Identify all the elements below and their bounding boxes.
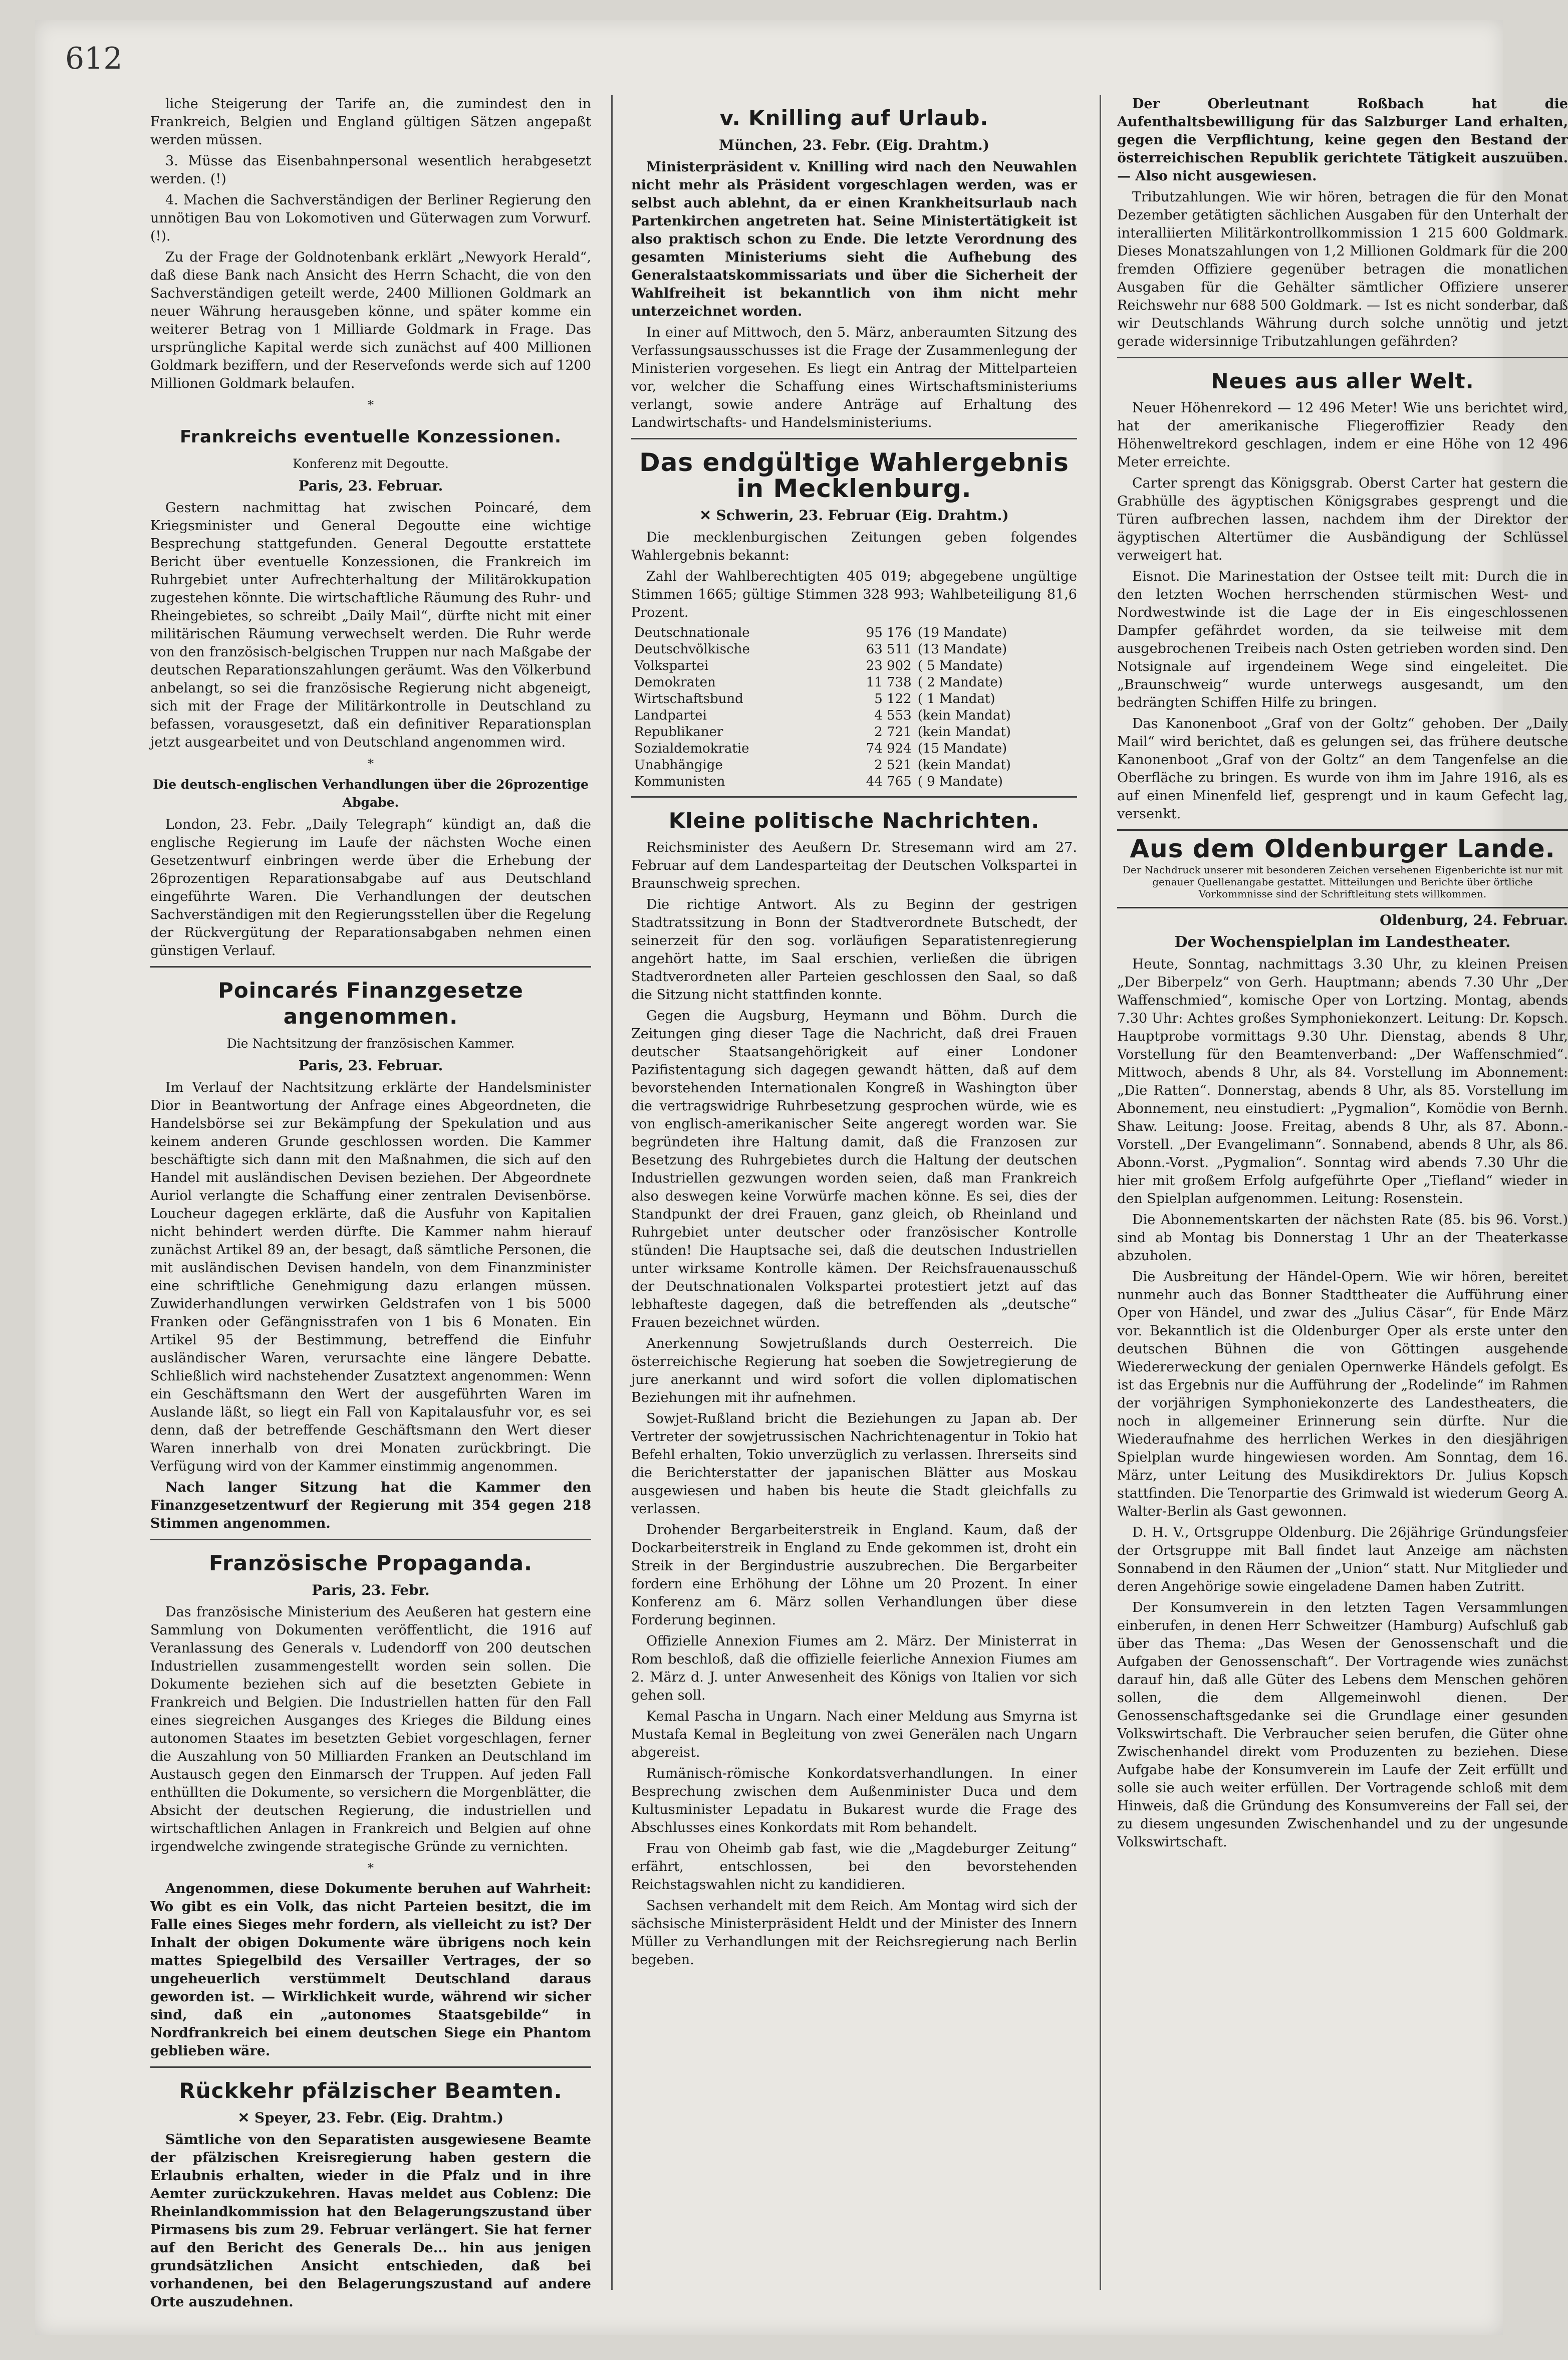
headline: Neues aus aller Welt. — [1211, 369, 1474, 393]
paragraph: Zu der Frage der Goldnotenbank erklärt „Newyork Herald“, daß diese Bank nach Ansicht des Herrn Schacht, die von den Sachverständigen geteilt werde, 2400 Millionen Goldmark an neuer Währung herausgeben könne, und später komme ein weiterer Betrag von 1 Milliarde Goldmark in Frage. Das ursprüngliche Kapital werde sich zunächst auf 400 Millionen Goldmark beziffern, und der Reservefonds werde sich auf 1200 Millionen Goldmark belaufen. — [150, 250, 591, 391]
paragraph: Der Konsumverein in den letzten Tagen Versammlungen einberufen, in denen Herr Schweitzer (Hamburg) Aufschluß gab über das Thema: „Das Wesen der Genossenschaft und die Aufgaben der Genossenschaft“. Der Vortragende wies zunächst darauf hin, daß alle Güter des Lebens dem Menschen gehören sollen, die dem Allgemeinwohl dienen. Der Genossenschaftsgedanke sei die Grundlage einer gesunden Volkswirtschaft. Die Verbraucher seien berufen, die Güter ohne Zwischenhandel direkt vom Produzenten zu beziehen. Diese Aufgabe habe der Konsumverein im Laufe der Zeit erfüllt und solle sie auch weiter erfüllen. Der Vortragende schloß mit dem Hinweis, daß die Gründung des Konsumvereins der Fall sei, der zu diesem ungesunden Zwischenhandel und zu der ungesunde Volkswirtschaft. — [1117, 1600, 1568, 1850]
news-item: Offizielle Annexion Fiumes am 2. März. Der Ministerrat in Rom beschloß, daß die offizielle feierliche Annexion Fiumes am 2. März d. J. unter Anwesenheit des Königs von Italien vor sich gehen soll. — [631, 1633, 1077, 1703]
results-row — [631, 707, 1077, 724]
dateline: Paris, 23. Februar. — [298, 478, 443, 494]
paragraph: Zahl der Wahlberechtigten 405 019; abgegebene ungültige Stimmen 1665; gültige Stimmen 328 993; Wahlbeteiligung 81,6 Prozent. — [631, 569, 1077, 620]
seat-count: (kein Mandat) — [917, 708, 1011, 723]
paragraph: Das französische Ministerium des Aeußeren hat gestern eine Sammlung von Dokumenten veröffentlicht, die 1916 auf Veranlassung des Generals v. Ludendorff von 200 deutschen Industriellen zusammengestellt worden sein sollen. Die Dokumente beziehen sich auf die besetzten Gebiete in Frankreich und Belgien. Die Industriellen hatten für den Fall eines siegreichen Ausganges des Krieges die Bildung eines autonomen Staates im besetzten Gebiet vorgeschlagen, ferner die Auszahlung von 50 Milliarden Franken an Deutschland im Austausch gegen den Einmarsch der Truppen. Auf jeden Fall enthüllten die Dokumente, so versichern die Morgenblätter, die Absicht der deutschen Regierung, die industriellen und wirtschaftlichen Anlagen in Frankreich und Belgien auf ohne irgendwelche zwingende strategische Gründe zu vernichten. — [150, 1604, 591, 1854]
divider — [1117, 357, 1568, 358]
vote-count: 4 553 — [874, 708, 912, 723]
party-name: Wirtschaftsbund — [634, 691, 743, 706]
paragraph: Der Oberleutnant Roßbach hat die Aufenthaltsbewilligung für das Salzburger Land erhalten, gegen die Verpflichtung, keine gegen den Bestand der österreichischen Republik gerichtete Tätigkeit auszuüben. — Also nicht ausgewiesen. — [1117, 96, 1568, 184]
party-name: Deutschvölkische — [634, 642, 750, 657]
column-rule — [1100, 95, 1101, 2290]
news-item: Neuer Höhenrekord — 12 496 Meter! Wie uns berichtet wird, hat der amerikanische Fliegeroffizier Ready den Höhenweltrekord geschlagen, indem er eine Höhe von 12 496 Meter erreichte. — [1117, 400, 1568, 470]
news-item: Kemal Pascha in Ungarn. Nach einer Meldung aus Smyrna ist Mustafa Kemal in Begleitung von zwei Generälen nach Ungarn abgereist. — [631, 1709, 1077, 1760]
paragraph: Tributzahlungen. Wie wir hören, betragen die für den Monat Dezember getätigten sächlichen Ausgaben für den Unterhalt der interalliierten Militärkontrollkommission 1 215 600 Goldmark. Dieses Monatszahlungen von 1,2 Millionen Goldmark für die 200 fremden Offiziere gegenüber betragen die monatlichen Ausgaben für die Gehälter sämtlicher Offiziere unserer Reichswehr nur 688 500 Goldmark. — Ist es nicht sonderbar, daß wir Deutschlands Währung durch solche unnötig und jetzt gerade widersinnige Tributzahlungen gefährden? — [1117, 189, 1568, 349]
dateline: Paris, 23. Febr. — [312, 1582, 430, 1598]
divider — [150, 2066, 591, 2068]
seat-count: ( 2 Mandate) — [917, 675, 1003, 690]
results-row — [631, 741, 1077, 757]
paragraph: liche Steigerung der Tarife an, die zumindest den in Frankreich, Belgien und England gültigen Sätzen angepaßt werden müssen. — [150, 96, 591, 148]
divider — [631, 438, 1077, 439]
results-row — [631, 691, 1077, 707]
page-number: 612 — [65, 41, 123, 76]
paragraph: 4. Machen die Sachverständigen der Berliner Regierung den unnötigen Bau von Lokomotiven und Güterwagen zum Vorwurf. (!). — [150, 192, 591, 244]
vote-count: 23 902 — [866, 658, 912, 673]
divider — [631, 796, 1077, 798]
divider — [150, 966, 591, 968]
column-2 — [631, 95, 1077, 1972]
column-1 — [150, 95, 591, 2314]
vote-count: 2 521 — [874, 758, 912, 773]
column-rule — [611, 95, 613, 2290]
separator: * — [368, 398, 374, 412]
paragraph: Im Verlauf der Nachtsitzung erklärte der Handelsminister Dior in Beantwortung der Anfrage eines Abgeordneten, die Handelsbörse sei zur Bekämpfung der Spekulation und aus keinem anderen Grunde geschlossen worden. Die Kammer beschäftigte sich dann mit den Maßnahmen, die sich auf den Handel mit ausländischen Devisen beziehen. Der Abgeordnete Auriol verlangte die Schaffung einer zentralen Devisenbörse. Loucheur dagegen erklärte, daß die Ausfuhr von Kapitalien nicht behindert werden dürfte. Die Kammer nahm hierauf zunächst Artikel 89 an, der besagt, daß sämtliche Personen, die mit ausländischen Devisen handeln, von dem Finanzminister eine schriftliche Genehmigung dazu erlangen müssen. Zuwiderhandlungen verwirken Geldstrafen von 1 bis 5000 Franken oder Gefängnisstrafen von 1 bis 6 Monaten. Ein Artikel 95 der Bestimmung, betreffend die Einfuhr ausländischer Waren, verursachte eine längere Debatte. Schließlich wird nachstehender Zusatztext angenommen: Wenn ein Geschäftsmann den Wert der ausgeführten Waren im Auslande läßt, so liegt ein Fall von Kapitalausfuhr vor, es sei denn, daß der betreffende Geschäftsmann den Wert dieser Waren innerhalb von drei Monaten zurückbringt. Die Verfügung wird von der Kammer einstimmig angenommen. — [150, 1080, 591, 1474]
paragraph: Die Ausbreitung der Händel-Opern. Wie wir hören, bereitet nunmehr auch das Bonner Stadttheater die Aufführung einer Oper von Händel, und zwar des „Julius Cäsar“, für Ende März vor. Bekanntlich ist die Oldenburger Oper als erste unter den deutschen Bühnen die von Göttingen ausgehende Wiedererweckung der genialen Opernwerke Händels gefolgt. Es ist das Ergebnis nur die Aufführung der „Rodelinde“ im Rahmen der vorjährigen Symphoniekonzerte des Landestheaters, die noch in allgemeiner Erinnerung sein dürfte. Nur die Wiederaufnahme des herrlichen Werkes in den diesjährigen Spielplan wurde hingewiesen worden. Am Sonntag, dem 16. März, unter Leitung des Musikdirektors Dr. Julius Kopsch stattfinden. Die Tenorpartie des Grimwald ist wiederum Georg A. Walter-Berlin als Gast gewonnen. — [1117, 1269, 1568, 1519]
subheadline: Der Wochenspielplan im Landestheater. — [1174, 933, 1511, 951]
paragraph: Angenommen, diese Dokumente beruhen auf Wahrheit: Wo gibt es ein Volk, das nicht Parteien besitzt, die im Falle eines Sieges mehr fordern, als vielleicht zu ist? Der Inhalt der obigen Dokumente wäre übrigens noch kein mattes Spiegelbild des Versailler Vertrages, der so ungeheuerlich verstümmelt Deutschland daraus geworden ist. — Wirklichkeit wurde, während wir sicher sind, daß ein „autonomes Staatsgebilde“ in Nordfrankreich bei einem deutschen Siege ein Phantom geblieben wäre. — [150, 1881, 591, 2059]
headline: Französische Propaganda. — [209, 1551, 533, 1575]
subheadline: Konferenz mit Degoutte. — [293, 456, 449, 471]
results-row — [631, 658, 1077, 674]
reprint-note: Der Nachdruck unserer mit besonderen Zeichen versehenen Eigenberichte ist nur mit genauer Quellenangabe gestattet. Mitteilungen und Berichte über örtliche Vorkommnisse sind der Schriftleitung stets willkommen. — [1122, 864, 1563, 900]
paragraph: Die Abonnementskarten der nächsten Rate (85. bis 96. Vorst.) sind ab Montag bis Donnerstag 1 Uhr an der Theaterkasse abzuholen. — [1117, 1212, 1568, 1264]
vote-count: 5 122 — [874, 691, 912, 706]
subheadline: Die deutsch-englischen Verhandlungen über die 26prozentige Abgabe. — [153, 777, 589, 810]
results-row — [631, 625, 1077, 641]
news-item: Carter sprengt das Königsgrab. Oberst Carter hat gestern die Grabhülle des ägyptischen Königsgrabes gesprengt und die Türen aufbrechen lassen, nachdem ihm der Direktor der ägyptischen Altertümer die Ausbändigung der Schlüssel verweigert hat. — [1117, 476, 1568, 563]
party-name: Landpartei — [634, 708, 707, 723]
vote-count: 74 924 — [866, 741, 912, 756]
dateline: München, 23. Febr. (Eig. Drahtm.) — [718, 137, 990, 153]
results-row — [631, 674, 1077, 691]
seat-count: (kein Mandat) — [917, 758, 1011, 773]
news-item: Anerkennung Sowjetrußlands durch Oesterreich. Die österreichische Regierung hat soeben die Sowjetregierung de jure anerkannt und wird sofort die vollen diplomatischen Beziehungen mit ihr aufnehmen. — [631, 1336, 1077, 1405]
party-name: Deutschnationale — [634, 625, 750, 640]
election-results-table — [631, 625, 1077, 790]
seat-count: ( 1 Mandat) — [917, 691, 995, 706]
dateline: ✕ Speyer, 23. Febr. (Eig. Drahtm.) — [237, 2109, 504, 2126]
seat-count: (kein Mandat) — [917, 725, 1011, 740]
separator: * — [368, 757, 374, 771]
party-name: Demokraten — [634, 675, 716, 690]
seat-count: ( 5 Mandate) — [917, 658, 1003, 673]
dateline: Oldenburg, 24. Februar. — [1380, 912, 1568, 928]
news-item: Das Kanonenboot „Graf von der Goltz“ gehoben. Der „Daily Mail“ wird berichtet, daß es gelungen sei, das frühere deutsche Kanonenboot „Graf von der Goltz“ an dem Tangenfelse an die Oberfläche zu bringen. Es wurde von ihm im Jahre 1916, als es auf einen Minenfeld lief, gesprengt und in kaum Gefecht lag, versenkt. — [1117, 716, 1568, 822]
headline: Rückkehr pfälzischer Beamten. — [179, 2078, 563, 2103]
subheadline: Die Nachtsitzung der französischen Kammer. — [226, 1036, 515, 1051]
vote-count: 95 176 — [866, 625, 912, 640]
results-row — [631, 774, 1077, 790]
headline: Poincarés Finanzgesetze angenommen. — [218, 978, 524, 1029]
dateline: Paris, 23. Februar. — [298, 1057, 443, 1074]
seat-count: (13 Mandate) — [917, 642, 1007, 657]
news-item: Gegen die Augsburg, Heymann und Böhm. Durch die Zeitungen ging dieser Tage die Nachricht, daß drei Frauen deutscher Staatsangehörigkeit auf einer Londoner Pazifistentagung sich dagegen gewandt hätten, daß auf dem bevorstehenden Internationalen Kongreß in Washington über die vertragswidrige Ruhrbesetzung gesprochen würde, wie es von englisch-amerikanischer Seite angeregt worden war. Sie begründeten ihre Haltung damit, daß die Franzosen zur Besetzung des Ruhrgebietes durch die Haltung der deutschen Industriellen gezwungen worden seien, daß man Frankreich also deswegen keine Vorwürfe machen könne. Es sei, dies der Standpunkt der drei Frauen, ganz gleich, ob Rheinland und Ruhrgebiet unter deutscher oder französischer Kontrolle stünden! Die Hauptsache sei, daß die deutschen Industriellen unter wirksame Kontrolle kämen. Der Reichsfrauenausschuß der Deutschnationalen Volkspartei protestiert jetzt auf das lebhafteste dagegen, daß die betreffenden als „deutsche“ Frauen bezeichnet würden. — [631, 1008, 1077, 1330]
news-item: Rumänisch-römische Konkordatsverhandlungen. In einer Besprechung zwischen dem Außenminister Duca und dem Kultusminister Lepadatu in Bukarest wurde die Frage des Abschlusses eines Konkordats mit Rom behandelt. — [631, 1766, 1077, 1835]
headline: Frankreichs eventuelle Konzessionen. — [180, 427, 562, 447]
news-item: Reichsminister des Aeußern Dr. Stresemann wird am 27. Februar auf dem Landesparteitag der Deutschen Volkspartei in Braunschweig sprechen. — [631, 840, 1077, 891]
dateline: ✕ Schwerin, 23. Februar (Eig. Drahtm.) — [699, 507, 1009, 524]
seat-count: (15 Mandate) — [917, 741, 1007, 756]
section-header-box — [1117, 829, 1568, 908]
news-item: Sowjet-Rußland bricht die Beziehungen zu Japan ab. Der Vertreter der sowjetrussischen Nachrichtenagentur in Tokio hat Befehl erhalten, Tokio unverzüglich zu verlassen. Ihrerseits sind die Berichterstatter der japanischen Blätter aus Moskau ausgewiesen und haben bis heute die Stadt gleichfalls zu verlassen. — [631, 1411, 1077, 1517]
party-name: Unabhängige — [634, 758, 723, 773]
news-item: Frau von Oheimb gab fast, wie die „Magdeburger Zeitung“ erfährt, entschlossen, bei den bevorstehenden Reichstagswahlen nicht zu kandidieren. — [631, 1841, 1077, 1893]
paragraph: Die mecklenburgischen Zeitungen geben folgendes Wahlergebnis bekannt: — [631, 530, 1077, 563]
vote-count: 63 511 — [866, 642, 912, 657]
headline: v. Knilling auf Urlaub. — [719, 106, 989, 130]
news-item: Drohender Bergarbeiterstreik in England. Kaum, daß der Dockarbeiterstreik in England zu Ende gekommen ist, droht ein Streik in der Bergindustrie auszubrechen. Die Bergarbeiter fordern eine Erhöhung der Löhne um 20 Prozent. In einer Konferenz am 6. März sollen Verhandlungen über diese Forderung beginnen. — [631, 1522, 1077, 1628]
paragraph: Gestern nachmittag hat zwischen Poincaré, dem Kriegsminister und General Degoutte eine wichtige Besprechung stattgefunden. General Degoutte erstattete Bericht über eventuelle Konzessionen, die Frankreich im Ruhrgebiet unter Aufrechterhaltung der Militärokkupation zugestehen könnte. Die wirtschaftliche Räumung des Ruhr- und Rheingebietes, so schreibt „Daily Mail“, dürfte nicht mit einer militärischen Räumung verwechselt werden. Die Ruhr werde von den französisch-belgischen Truppen nur nach Maßgabe der deutschen Reparationszahlungen geräumt. Was den Völkerbund anbelangt, so sei die französische Regierung nicht abgeneigt, sich mit der Frage der Militärkontrolle in Deutschland zu befassen, vorausgesetzt, daß ein definitiver Reparationsplan jetzt ausgearbeitet und von Deutschland angenommen wird. — [150, 500, 591, 750]
results-row — [631, 641, 1077, 658]
paragraph: Sämtliche von den Separatisten ausgewiesene Beamte der pfälzischen Kreisregierung haben gestern die Erlaubnis erhalten, wieder in die Pfalz und in ihre Aemter zurückzukehren. Havas meldet aus Coblenz: Die Rheinlandkommission hat den Belagerungszustand über Pirmasens bis zum 29. Februar verlängert. Sie hat ferner auf den Bericht des Generals De... hin aus jenigen grundsätzlichen Ansicht entschieden, daß bei vorhandenen, bei den Belagerungszustand auf andere Orte auszudehnen. — [150, 2132, 591, 2310]
results-row — [631, 757, 1077, 774]
seat-count: (19 Mandate) — [917, 625, 1007, 640]
seat-count: ( 9 Mandate) — [917, 774, 1003, 789]
paragraph: In einer auf Mittwoch, den 5. März, anberaumten Sitzung des Verfassungsausschusses ist die Frage der Zusammenlegung der Ministerien vorgesehen. Es liegt ein Antrag der Mittelparteien vor, welcher die Schaffung eines Wirtschaftsministeriums verlangt, sowie andere Anträge auf Erhaltung des Landwirtschafts- und Handelsministeriums. — [631, 325, 1077, 430]
paragraph: London, 23. Febr. „Daily Telegraph“ kündigt an, daß die englische Regierung im Laufe der nächsten Woche einen Gesetzentwurf einbringen werde über die Erhebung der 26prozentigen Reparationsabgabe auf aus Deutschland eingeführte Waren. Die Verhandlungen der deutschen Sachverständigen mit den Regierungsstellen über die Regelung der Rückvergütung der Reparationsabgaben nehmen einen günstigen Verlauf. — [150, 817, 591, 959]
newspaper-page — [35, 20, 1568, 2335]
separator: * — [368, 1861, 374, 1875]
paragraph: Heute, Sonntag, nachmittags 3.30 Uhr, zu kleinen Preisen „Der Biberpelz“ von Gerh. Hauptmann; abends 7.30 Uhr „Der Waffenschmied“, komische Oper von Lortzing. Montag, abends 7.30 Uhr: Achtes großes Symphoniekonzert. Leitung: Dr. Kopsch. Hauptprobe vormittags 9.30 Uhr. Dienstag, abends 8 Uhr, Vorstellung für den Beamtenverband: „Der Waffenschmied“. Mittwoch, abends 8 Uhr, als 84. Vorstellung im Abonnement: „Die Ratten“. Donnerstag, abends 8 Uhr, als 85. Vorstellung im Abonnement, neu einstudiert: „Pygmalion“, Komödie von Bernh. Shaw. Leitung: Joose. Freitag, abends 8 Uhr, als 87. Abonn.-Vorstell. „Der Evangelimann“. Sonnabend, abends 8 Uhr, als 86. Abonn.-Vorst. „Pygmalion“. Sonntag wird abends 7.30 Uhr die hier mit großem Erfolg aufgeführte Oper „Tiefland“ wieder in den Spielplan aufgenommen. Leitung: Rosenstein. — [1117, 957, 1568, 1207]
headline: Kleine politische Nachrichten. — [668, 808, 1040, 833]
vote-count: 2 721 — [874, 725, 912, 740]
divider — [150, 1539, 591, 1540]
vote-count: 11 738 — [866, 675, 912, 690]
headline: Das endgültige Wahlergebnis in Mecklenburg. — [639, 448, 1069, 503]
paragraph: Nach langer Sitzung hat die Kammer den Finanzgesetzentwurf der Regierung mit 354 gegen 218 Stimmen angenommen. — [150, 1480, 591, 1531]
paragraph: 3. Müsse das Eisenbahnpersonal wesentlich herabgesetzt werden. (!) — [150, 153, 591, 187]
news-item: Sachsen verhandelt mit dem Reich. Am Montag wird sich der sächsische Ministerpräsident Heldt und der Minister des Innern Müller zu Verhandlungen mit der Reichsregierung nach Berlin begeben. — [631, 1898, 1077, 1968]
news-item: Die richtige Antwort. Als zu Beginn der gestrigen Stadtratssitzung in Bonn der Stadtverordnete Butschedt, der seinerzeit für den sog. vorläufigen Separatistenregierung angehört hatte, im Saal erschien, verließen die übrigen Stadtverordneten aller Parteien geschlossen den Saal, so daß die Sitzung nicht stattfinden konnte. — [631, 897, 1077, 1003]
section-title: Aus dem Oldenburger Lande. — [1130, 834, 1555, 863]
paragraph: Ministerpräsident v. Knilling wird nach den Neuwahlen nicht mehr als Präsident vorgeschlagen werden, was er selbst auch ablehnt, da er einen Krankheitsurlaub nach Partenkirchen angetreten hat. Seine Ministertätigkeit ist also praktisch schon zu Ende. Die letzte Verordnung des gesamten Ministeriums sieht die Aufhebung des Generalstaatskommissariats und über die Sicherheit der Wahlfreiheit ist bekanntlich von ihm nicht mehr unterzeichnet worden. — [631, 159, 1077, 319]
vote-count: 44 765 — [866, 774, 912, 789]
results-row — [631, 724, 1077, 741]
column-3 — [1117, 95, 1568, 1854]
party-name: Volkspartei — [634, 658, 709, 673]
news-item: Eisnot. Die Marinestation der Ostsee teilt mit: Durch die in den letzten Wochen herrschenden stürmischen West- und Nordwestwinde ist die Lage der in Eis eingeschlossenen Dampfer gefährdet worden, da sie teilweise mit dem ausgebrochenen Treibeis nach Osten getrieben worden sind. Den Notsignale auf irgendeinem Wege sind eingeleitet. Die „Braunschweig“ wurde unterwegs ausgesandt, um den bedrängten Schiffen Hilfe zu bringen. — [1117, 569, 1568, 711]
party-name: Republikaner — [634, 725, 723, 740]
paragraph: D. H. V., Ortsgruppe Oldenburg. Die 26jährige Gründungsfeier der Ortsgruppe mit Ball findet laut Anzeige am nächsten Sonnabend in den Räumen der „Union“ statt. Nur Mitglieder und deren Angehörige sowie eingeladene Damen haben Zutritt. — [1117, 1525, 1568, 1594]
party-name: Sozialdemokratie — [634, 741, 749, 756]
party-name: Kommunisten — [634, 774, 725, 789]
